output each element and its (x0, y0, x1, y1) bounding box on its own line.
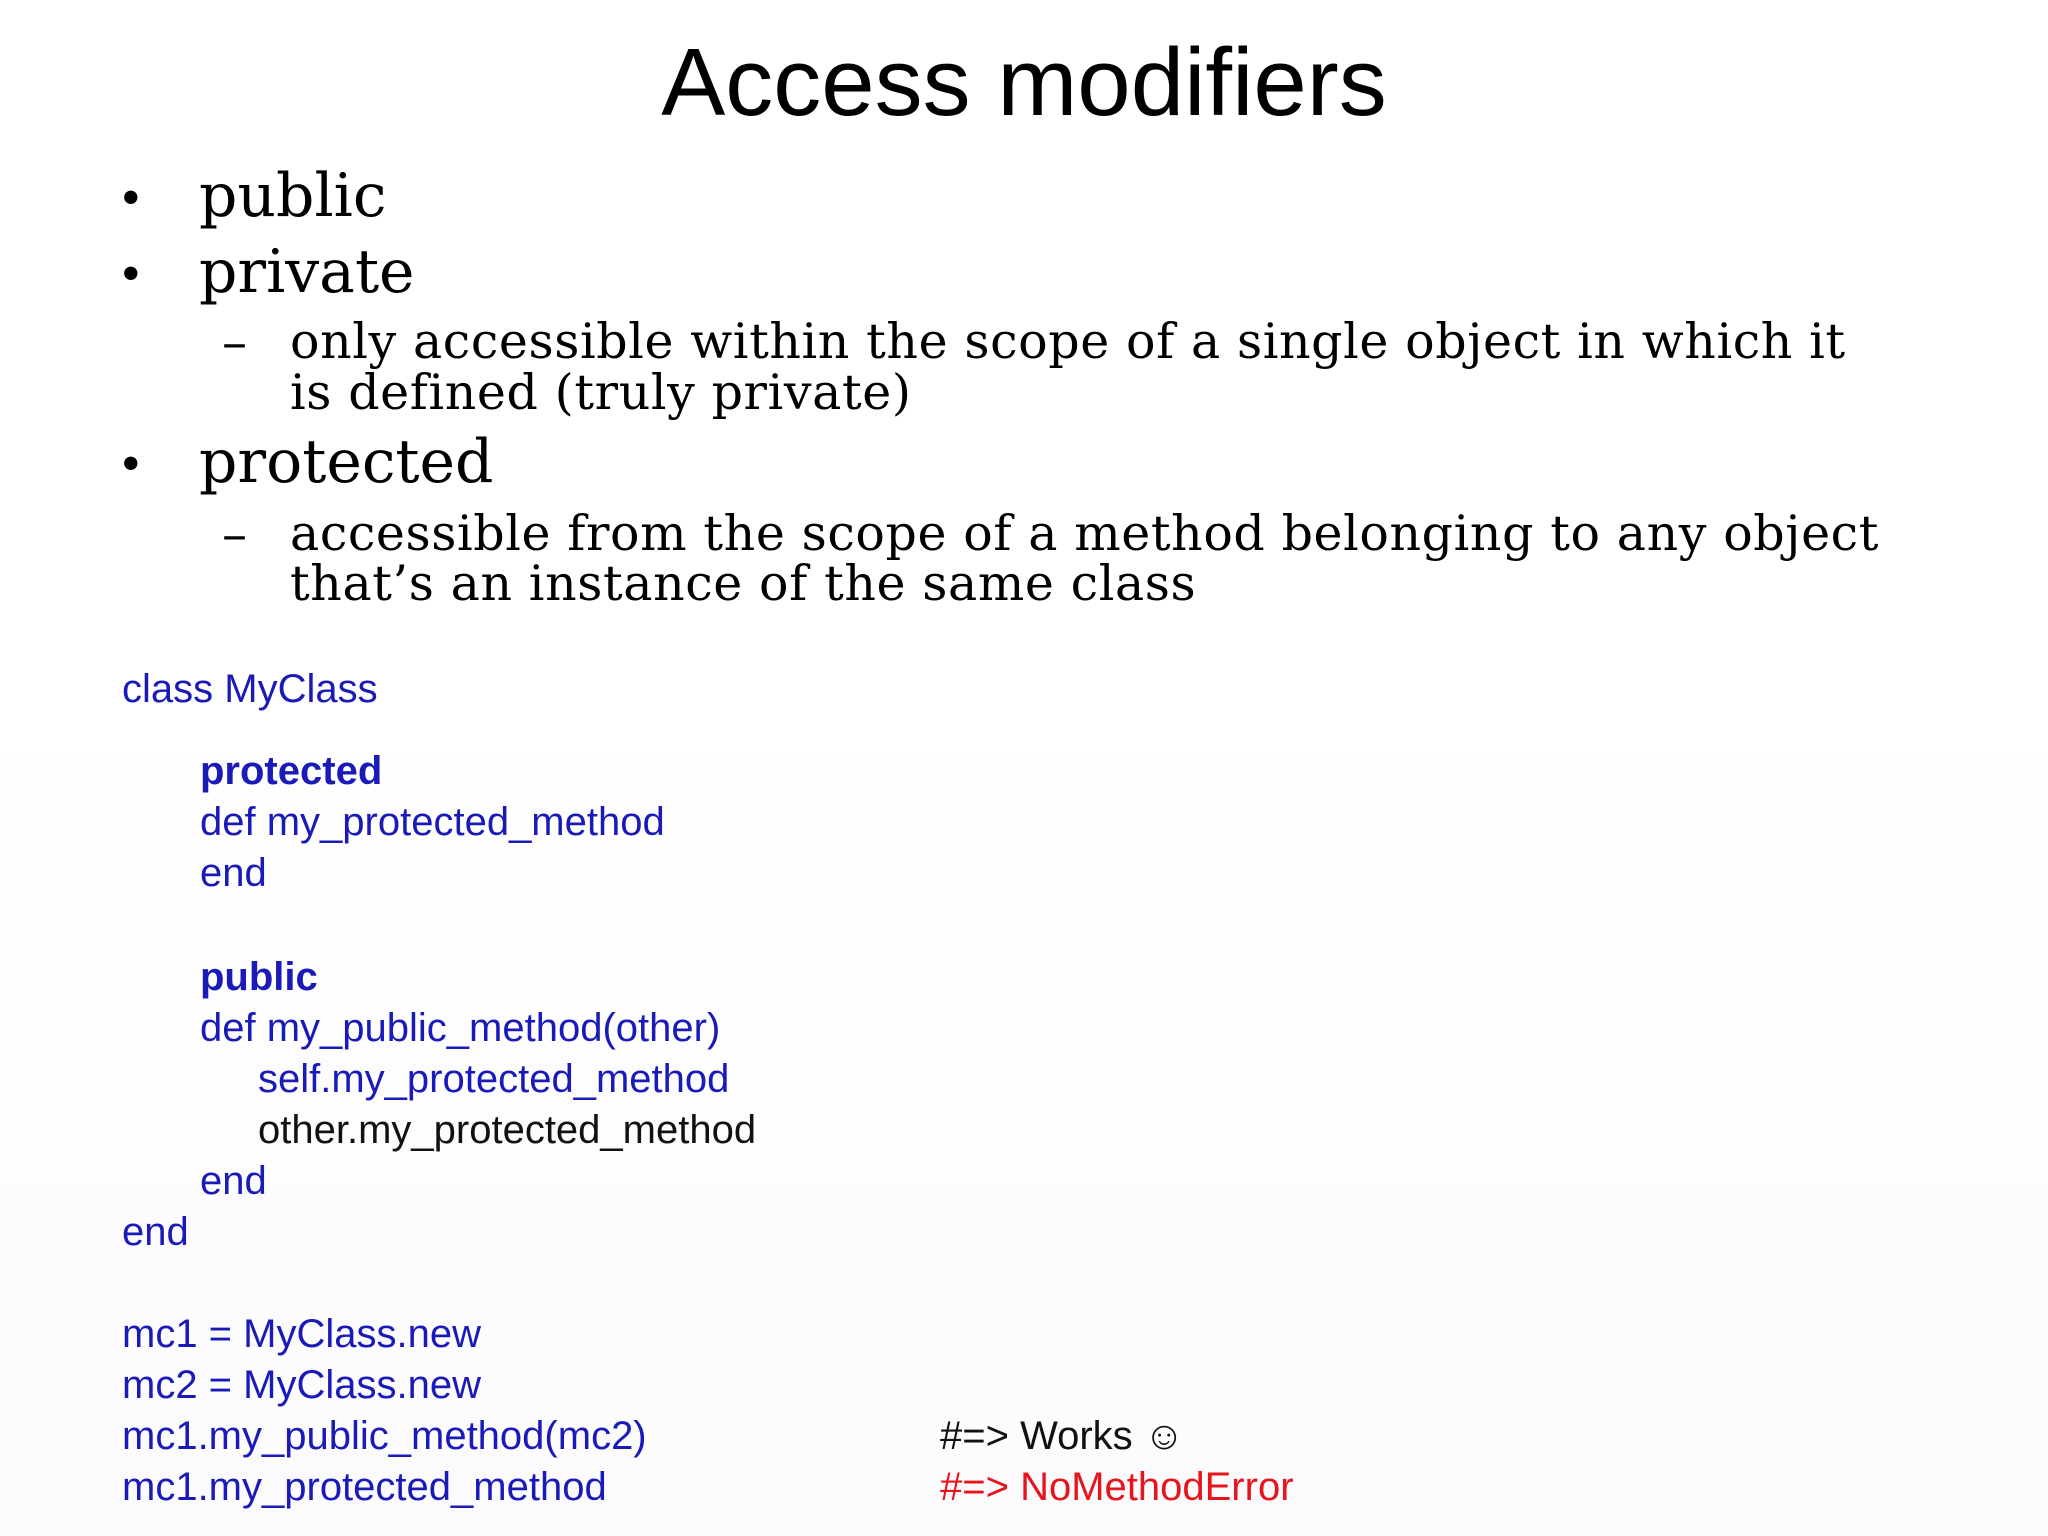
bullet-private: private (199, 237, 415, 307)
code-end-protected-method: end (200, 851, 267, 895)
code-def-protected-method: def my_protected_method (200, 800, 665, 844)
code-public-keyword: public (200, 955, 318, 999)
result-error-comment: #=> NoMethodError (940, 1465, 1294, 1509)
sub-bullet-dash: – (222, 505, 247, 563)
code-call-public-method: mc1.my_public_method(mc2) (122, 1414, 647, 1458)
bullet-dot: • (121, 243, 141, 305)
private-description-line2: is defined (truly private) (290, 364, 912, 421)
bullet-public: public (199, 161, 387, 231)
code-class-declaration: class MyClass (122, 667, 378, 711)
slide-title: Access modifiers (661, 29, 1387, 136)
code-protected-keyword: protected (200, 749, 383, 793)
private-description-line1: only accessible within the scope of a single object in which it (290, 313, 1846, 370)
code-mc2-new: mc2 = MyClass.new (122, 1363, 481, 1407)
code-end-class: end (122, 1210, 189, 1254)
protected-description-line1: accessible from the scope of a method belonging to any object (290, 505, 1879, 562)
bullet-protected: protected (199, 427, 494, 497)
code-end-public-method: end (200, 1159, 267, 1203)
code-mc1-new: mc1 = MyClass.new (122, 1312, 481, 1356)
code-call-protected-method: mc1.my_protected_method (122, 1465, 607, 1509)
bullet-dot: • (121, 167, 141, 229)
code-self-call: self.my_protected_method (258, 1057, 730, 1101)
code-def-public-method: def my_public_method(other) (200, 1006, 721, 1050)
sub-bullet-dash: – (222, 313, 247, 371)
bullet-dot: • (121, 433, 141, 495)
protected-description-line2: that’s an instance of the same class (290, 555, 1197, 612)
code-other-call: other.my_protected_method (258, 1108, 757, 1152)
result-works-comment: #=> Works ☺ (940, 1414, 1185, 1458)
